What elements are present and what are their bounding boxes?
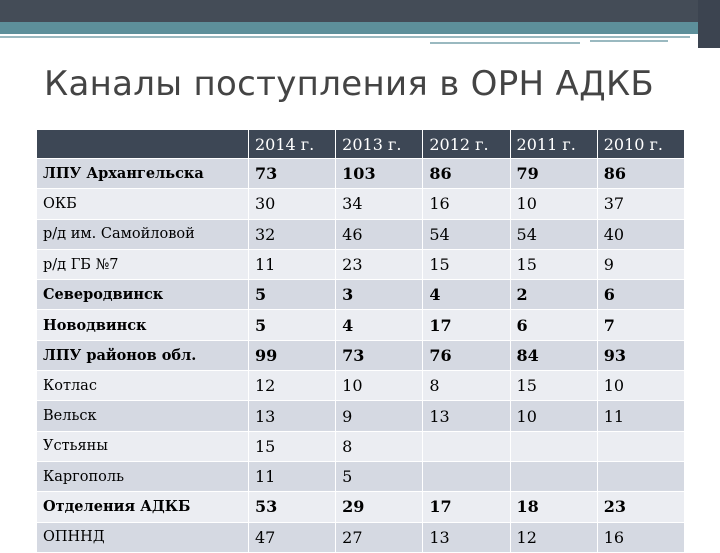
table-cell: 15 [423, 249, 510, 279]
table-cell: 86 [423, 159, 510, 189]
slide-title: Каналы поступления в ОРН АДКБ [44, 64, 655, 104]
table-cell: 17 [423, 492, 510, 522]
table-cell: 76 [423, 340, 510, 370]
top-decor-bar [0, 0, 720, 22]
row-label: Устьяны [37, 431, 248, 461]
table-cell: 15 [510, 249, 597, 279]
table-cell: 9 [597, 249, 684, 279]
table-cell: 47 [248, 522, 335, 552]
decor-line [430, 42, 580, 44]
header-cell-2013: 2013 г. [336, 130, 423, 159]
table-cell: 99 [248, 340, 335, 370]
table-cell [597, 431, 684, 461]
table-cell: 6 [510, 310, 597, 340]
table-cell: 73 [248, 159, 335, 189]
table-cell: 17 [423, 310, 510, 340]
table-cell: 73 [336, 340, 423, 370]
table-cell [423, 461, 510, 491]
table-cell: 4 [423, 280, 510, 310]
table-cell: 40 [597, 219, 684, 249]
table-row [37, 310, 685, 340]
table-cell: 8 [423, 371, 510, 401]
table-cell: 9 [336, 401, 423, 431]
table-cell: 16 [423, 189, 510, 219]
row-label: ЛПУ районов обл. [37, 340, 248, 370]
row-label: ОКБ [37, 189, 248, 219]
row-label: Новодвинск [37, 310, 248, 340]
table-cell [510, 431, 597, 461]
header-cell-2012: 2012 г. [423, 130, 510, 159]
row-label: Северодвинск [37, 280, 248, 310]
table-cell: 2 [510, 280, 597, 310]
table-cell: 27 [336, 522, 423, 552]
table-header-row [37, 130, 685, 159]
table-cell: 10 [597, 371, 684, 401]
table-cell: 54 [510, 219, 597, 249]
table-cell: 37 [597, 189, 684, 219]
table-cell: 11 [248, 461, 335, 491]
table-cell: 4 [336, 310, 423, 340]
header-cell-2011: 2011 г. [510, 130, 597, 159]
table-row [37, 340, 685, 370]
table-cell [423, 431, 510, 461]
table-cell: 15 [248, 431, 335, 461]
table-row [37, 280, 685, 310]
header-cell-2014: 2014 г. [248, 130, 335, 159]
table-cell: 30 [248, 189, 335, 219]
row-label: р/д им. Самойловой [37, 219, 248, 249]
table-cell: 84 [510, 340, 597, 370]
table-cell: 11 [248, 249, 335, 279]
table-cell: 13 [423, 522, 510, 552]
table-cell: 34 [336, 189, 423, 219]
row-label: р/д ГБ №7 [37, 249, 248, 279]
table-row [37, 371, 685, 401]
table-row [37, 219, 685, 249]
table-row [37, 461, 685, 491]
table-cell [510, 461, 597, 491]
table-cell: 10 [510, 401, 597, 431]
table-cell: 53 [248, 492, 335, 522]
table-cell: 12 [248, 371, 335, 401]
header-cell-2010: 2010 г. [597, 130, 684, 159]
row-label: ЛПУ Архангельска [37, 159, 248, 189]
table-cell: 86 [597, 159, 684, 189]
table-cell: 32 [248, 219, 335, 249]
table-cell: 11 [597, 401, 684, 431]
table-cell: 46 [336, 219, 423, 249]
table-cell: 93 [597, 340, 684, 370]
table-cell: 13 [248, 401, 335, 431]
row-label: Вельск [37, 401, 248, 431]
table-cell: 5 [248, 310, 335, 340]
table-cell: 16 [597, 522, 684, 552]
table-cell: 79 [510, 159, 597, 189]
teal-decor-band [0, 22, 698, 34]
table-cell: 23 [597, 492, 684, 522]
table-cell: 12 [510, 522, 597, 552]
top-decor-accent [698, 0, 720, 48]
table-cell: 29 [336, 492, 423, 522]
table-cell [597, 461, 684, 491]
admissions-table [37, 130, 685, 553]
row-label: ОПННД [37, 522, 248, 552]
table-cell: 10 [336, 371, 423, 401]
table-row [37, 492, 685, 522]
table-row [37, 431, 685, 461]
table-cell: 18 [510, 492, 597, 522]
table-cell: 15 [510, 371, 597, 401]
table-cell: 23 [336, 249, 423, 279]
table-cell: 8 [336, 431, 423, 461]
table-row [37, 249, 685, 279]
table-cell: 54 [423, 219, 510, 249]
table-cell: 6 [597, 280, 684, 310]
table-cell: 10 [510, 189, 597, 219]
table-cell: 5 [248, 280, 335, 310]
table-cell: 3 [336, 280, 423, 310]
decor-line [590, 40, 668, 42]
table-cell: 5 [336, 461, 423, 491]
table-row [37, 189, 685, 219]
row-label: Котлас [37, 371, 248, 401]
table-cell: 103 [336, 159, 423, 189]
decor-line [0, 36, 690, 38]
table-row [37, 401, 685, 431]
row-label: Каргополь [37, 461, 248, 491]
row-label: Отделения АДКБ [37, 492, 248, 522]
header-cell [37, 130, 248, 159]
table-cell: 7 [597, 310, 684, 340]
table-cell: 13 [423, 401, 510, 431]
table-row [37, 522, 685, 552]
table-row [37, 159, 685, 189]
